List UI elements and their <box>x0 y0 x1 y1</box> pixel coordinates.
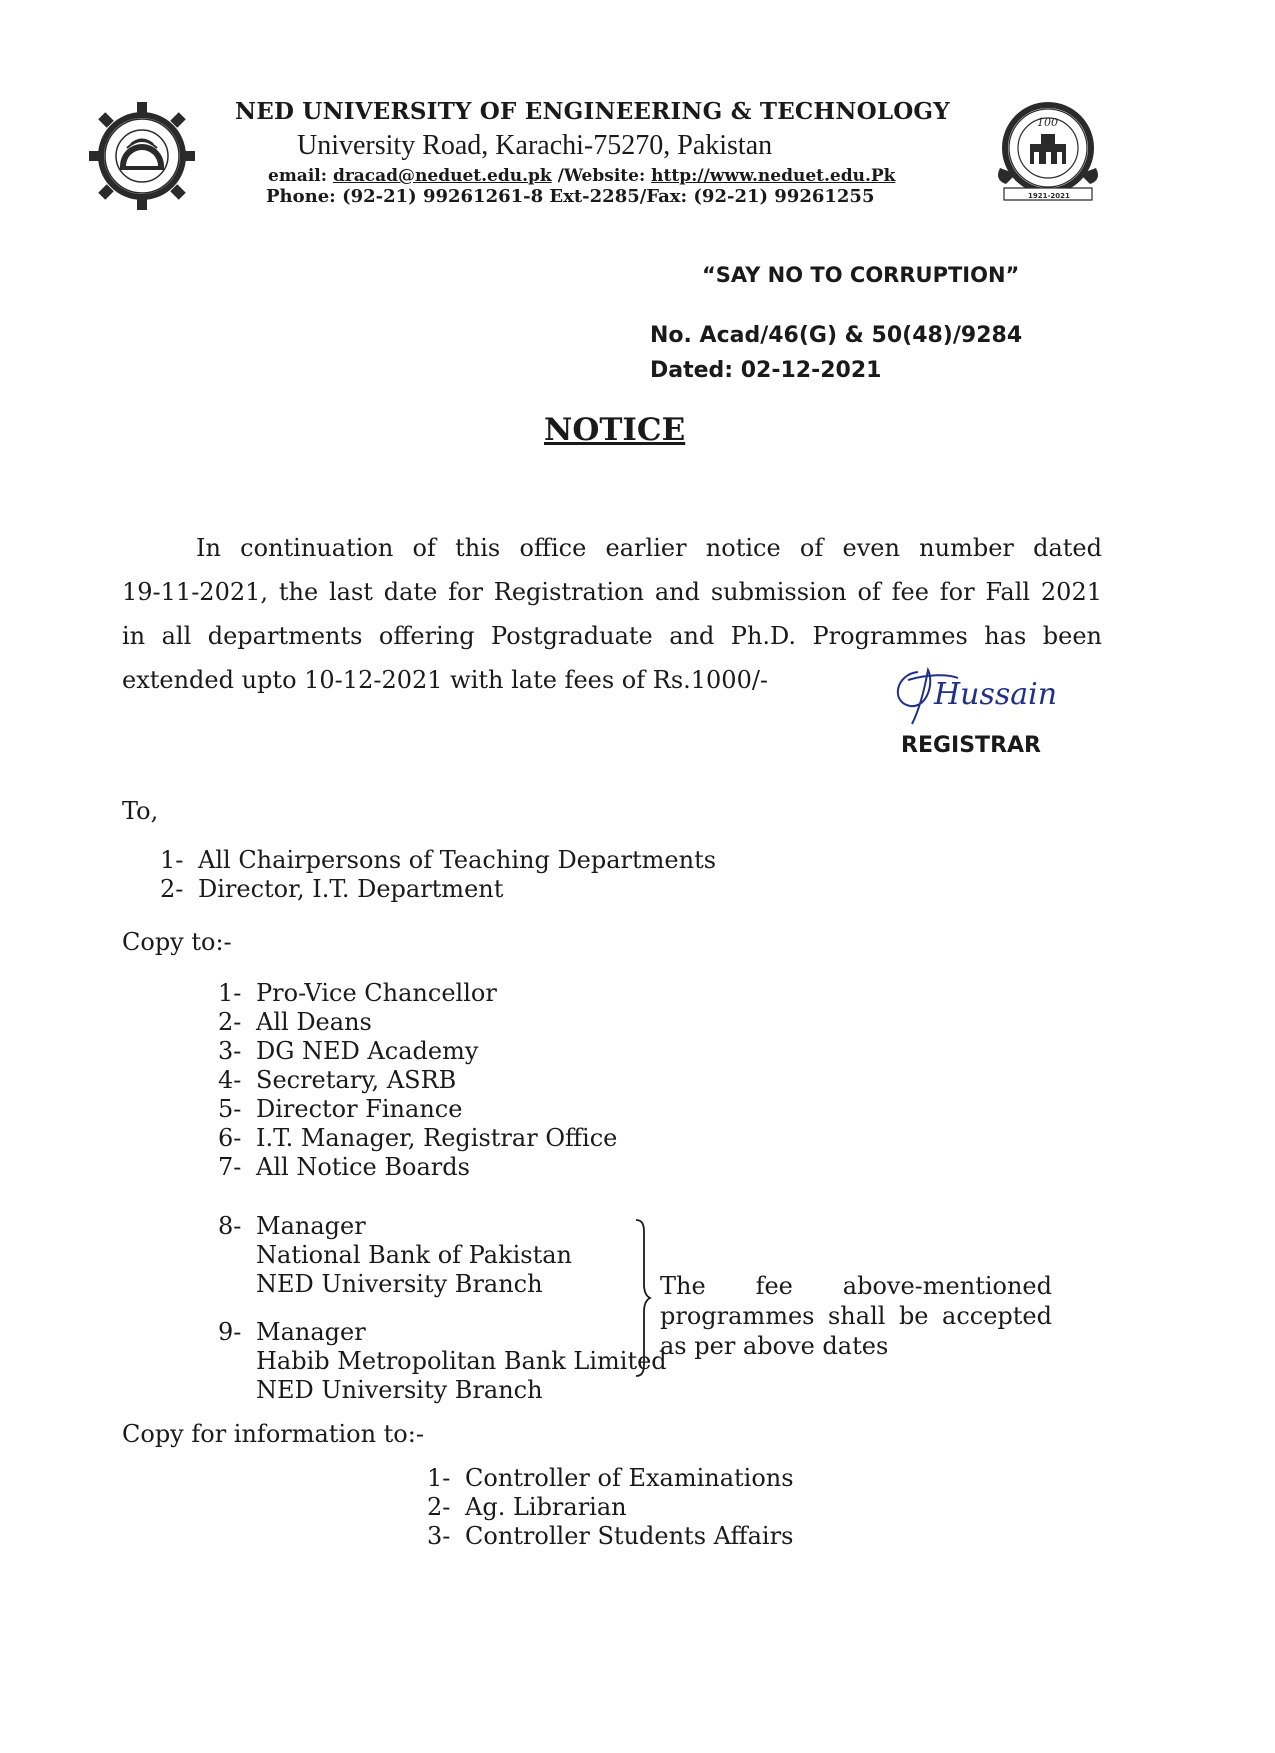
list-item: 2- All Deans <box>218 1008 372 1036</box>
list-item: 4- Secretary, ASRB <box>218 1066 457 1094</box>
body-line: in all departments offering Postgraduate and Ph.D. Programmes has been <box>122 622 1102 650</box>
university-address: University Road, Karachi-75270, Pakistan <box>297 130 773 161</box>
signature-script: Hussain <box>934 677 1058 712</box>
email-label: email: <box>268 166 328 186</box>
bank-line: Habib Metropolitan Bank Limited <box>256 1347 667 1375</box>
to-list <box>160 846 716 904</box>
list-item: 3- DG NED Academy <box>218 1037 479 1065</box>
registrar-signature <box>888 662 1078 732</box>
body-line: 19-11-2021, the last date for Registration and submission of fee for Fall 2021 <box>122 578 1102 606</box>
brace-bracket <box>632 1218 652 1382</box>
bank-item-national <box>218 1212 572 1299</box>
copy-for-information-label: Copy for information to:- <box>122 1420 424 1448</box>
registrar-designation: REGISTRAR <box>901 733 1041 758</box>
bank-line: Manager <box>256 1318 366 1346</box>
bank-item-habib <box>218 1318 667 1405</box>
bank-note-line: programmes shall be accepted <box>660 1302 1052 1330</box>
bank-note-line: as per above dates <box>660 1332 889 1360</box>
seal-years-text: 1921-2021 <box>1028 192 1070 200</box>
body-line: In continuation of this office earlier notice of even number dated <box>196 534 1102 562</box>
list-item: 2- Director, I.T. Department <box>160 875 504 903</box>
list-item: 5- Director Finance <box>218 1095 463 1123</box>
website-label: /Website: <box>557 166 646 186</box>
copy-for-information-list <box>427 1464 794 1551</box>
contact-email-line <box>268 166 895 186</box>
bank-line: NED University Branch <box>256 1270 543 1298</box>
seal-100-text: 100 <box>1037 116 1058 129</box>
website-link[interactable]: http://www.neduet.edu.Pk <box>651 166 896 186</box>
bank-note <box>660 1271 1052 1361</box>
body-line: extended upto 10-12-2021 with late fees of Rs.1000/- <box>122 666 769 694</box>
list-number: 9- <box>218 1318 242 1346</box>
anti-corruption-slogan: “SAY NO TO CORRUPTION” <box>702 263 1020 287</box>
list-item: 6- I.T. Manager, Registrar Office <box>218 1124 618 1152</box>
copy-to-list <box>218 979 617 1182</box>
list-item: 1- All Chairpersons of Teaching Departments <box>160 846 717 874</box>
list-item: 7- All Notice Boards <box>218 1153 470 1181</box>
list-item: 3- Controller Students Affairs <box>427 1522 794 1550</box>
list-item: 1- Pro-Vice Chancellor <box>218 979 497 1007</box>
to-label: To, <box>122 797 159 825</box>
university-gear-seal-icon <box>87 100 197 216</box>
bank-note-line: The fee above-mentioned <box>660 1272 1052 1300</box>
reference-number: No. Acad/46(G) & 50(48)/9284 <box>650 323 1023 348</box>
centenary-seal-icon <box>994 96 1102 212</box>
copy-to-label: Copy to:- <box>122 928 232 956</box>
bank-line: Manager <box>256 1212 366 1240</box>
list-item: 2- Ag. Librarian <box>427 1493 627 1521</box>
list-item: 1- Controller of Examinations <box>427 1464 794 1492</box>
phone-fax-line: Phone: (92-21) 99261261-8 Ext-2285/Fax: (92-21) 99261255 <box>266 186 875 207</box>
university-name: NED UNIVERSITY OF ENGINEERING & TECHNOLOGY <box>235 98 950 125</box>
list-number: 8- <box>218 1212 242 1240</box>
notice-title: NOTICE <box>544 412 686 448</box>
bank-line: NED University Branch <box>256 1376 543 1404</box>
bank-line: National Bank of Pakistan <box>256 1241 573 1269</box>
reference-date: Dated: 02-12-2021 <box>650 358 882 383</box>
email-link[interactable]: dracad@neduet.edu.pk <box>332 166 552 186</box>
